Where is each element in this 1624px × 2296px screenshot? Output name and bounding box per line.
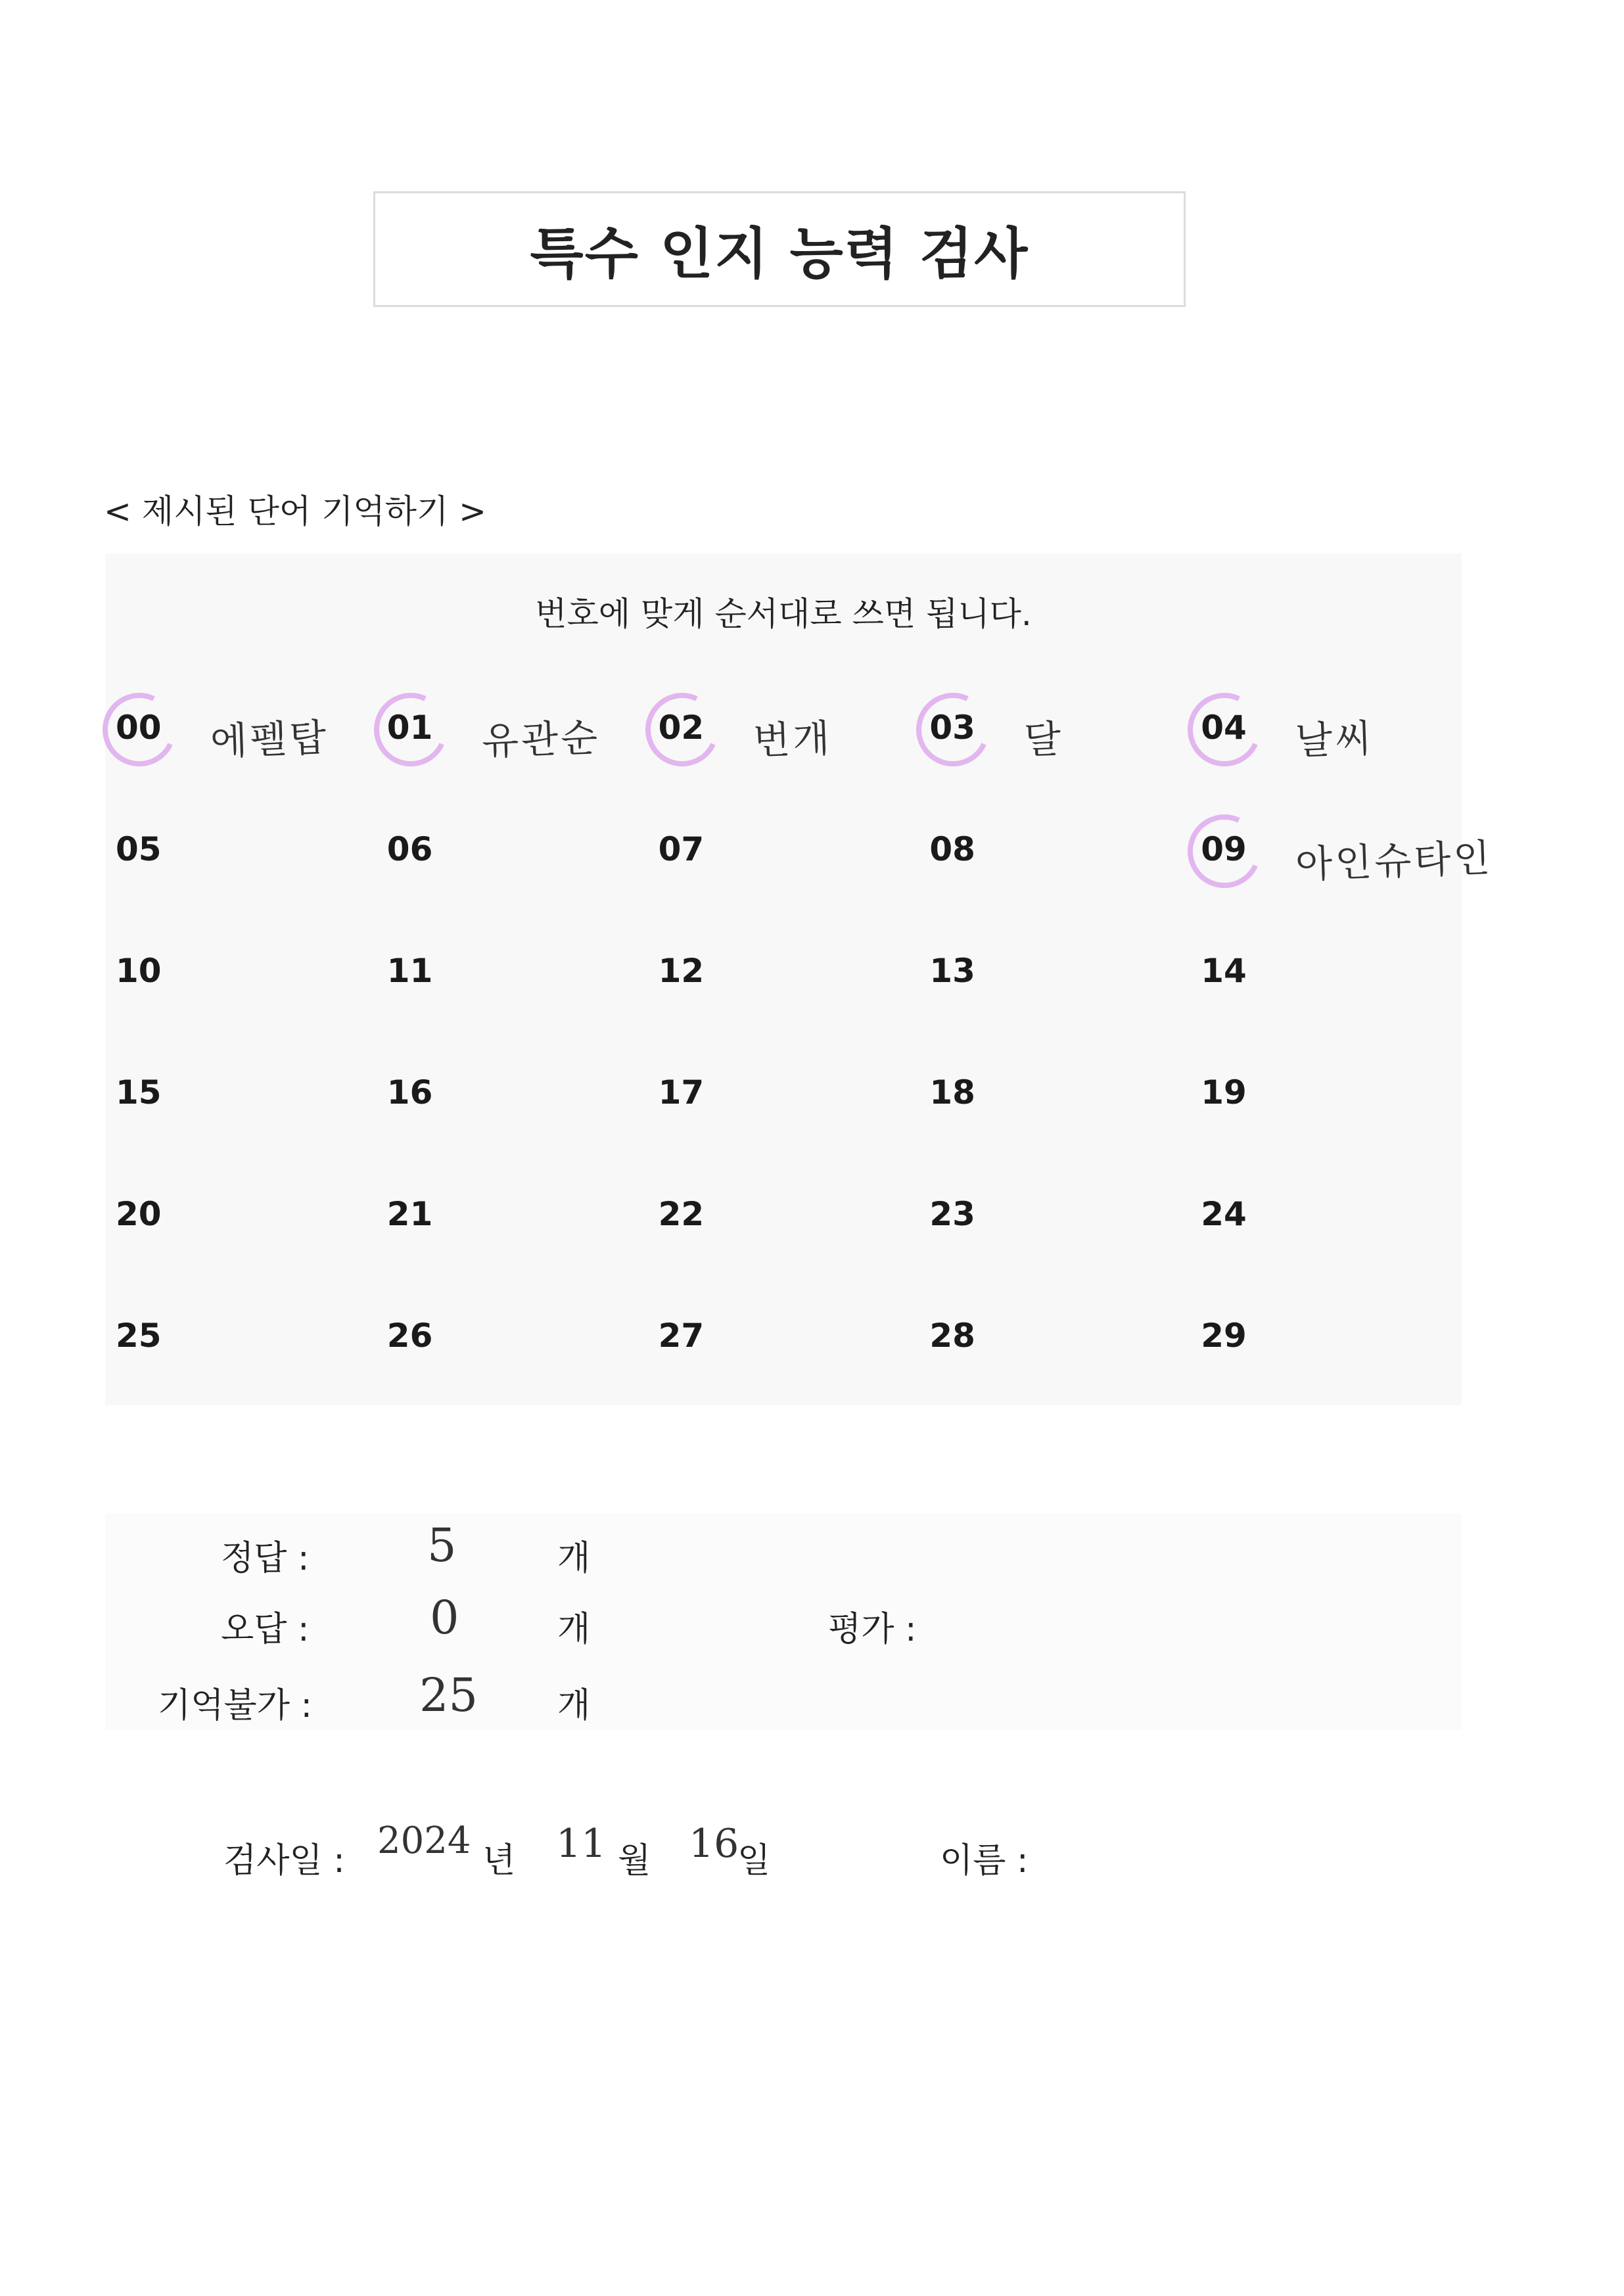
title-box <box>373 191 1186 307</box>
grid-cell <box>1190 797 1494 919</box>
page-title: 특수 인지 능력 검사 <box>530 221 1029 286</box>
grid-cell-number: 11 <box>386 952 433 990</box>
word-grid <box>105 676 1494 1405</box>
grid-cell <box>1190 1284 1462 1405</box>
grid-cell <box>105 676 377 797</box>
grid-cell-number: 16 <box>386 1073 433 1112</box>
grid-cell-number: 25 <box>116 1317 162 1355</box>
grid-cell <box>648 676 919 797</box>
grid-cell <box>919 1162 1190 1284</box>
day-value: 16 <box>689 1821 739 1867</box>
evaluation-label: 평가 : <box>828 1610 917 1649</box>
grid-cell-number: 17 <box>658 1073 705 1112</box>
grid-cell-answer: 에펠탑 <box>210 715 330 764</box>
grid-cell-number: 26 <box>386 1317 433 1355</box>
grid-cell-number: 28 <box>929 1317 975 1355</box>
grid-cell-answer: 날씨 <box>1295 715 1376 764</box>
wrong-count: 0 <box>430 1591 459 1645</box>
date-label: 검사일 : <box>223 1841 345 1881</box>
grid-cell <box>105 797 377 919</box>
grid-cell <box>1190 676 1462 797</box>
forgot-label: 기억불가 : <box>158 1686 312 1725</box>
grid-cell <box>648 919 919 1041</box>
word-grid-panel <box>105 553 1494 1405</box>
grid-cell-number: 21 <box>386 1195 433 1233</box>
year-unit: 년 <box>482 1841 516 1881</box>
grid-cell-number: 12 <box>658 952 705 990</box>
grid-cell <box>648 1162 919 1284</box>
grid-cell <box>648 1041 919 1162</box>
grid-cell-number: 02 <box>658 709 705 747</box>
grid-cell-number: 22 <box>658 1195 705 1233</box>
grid-cell-number: 23 <box>929 1195 975 1233</box>
grid-cell <box>1190 1041 1462 1162</box>
correct-unit: 개 <box>557 1539 591 1578</box>
grid-cell-answer: 유관순 <box>480 715 601 764</box>
grid-cell-number: 04 <box>1201 709 1247 747</box>
grid-cell-number: 09 <box>1201 830 1247 868</box>
wrong-unit: 개 <box>557 1610 591 1649</box>
grid-cell-number: 24 <box>1201 1195 1247 1233</box>
grid-cell <box>648 1284 919 1405</box>
grid-cell <box>105 1162 377 1284</box>
instruction-text: 번호에 맞게 순서대로 쓰면 됩니다. <box>535 595 1032 633</box>
name-label: 이름 : <box>940 1841 1029 1881</box>
grid-cell-answer: 달 <box>1023 716 1065 763</box>
forgot-count: 25 <box>419 1668 478 1722</box>
grid-cell-number: 14 <box>1201 952 1247 990</box>
correct-count: 5 <box>427 1518 457 1572</box>
grid-cell <box>1190 919 1462 1041</box>
grid-cell <box>919 919 1190 1041</box>
grid-cell <box>377 1284 648 1405</box>
grid-cell <box>919 797 1190 919</box>
day-unit: 일 <box>737 1841 771 1881</box>
grid-cell <box>105 1041 377 1162</box>
grid-cell-number: 03 <box>929 709 975 747</box>
grid-cell <box>105 1284 377 1405</box>
grid-cell <box>919 1041 1190 1162</box>
grid-cell-number: 08 <box>929 830 975 868</box>
grid-cell-number: 27 <box>658 1317 705 1355</box>
grid-cell <box>377 797 648 919</box>
grid-cell <box>377 676 648 797</box>
grid-cell-number: 01 <box>386 709 433 747</box>
grid-cell-number: 06 <box>386 830 433 868</box>
grid-cell-number: 07 <box>658 830 705 868</box>
grid-cell-number: 00 <box>116 709 162 747</box>
grid-cell <box>377 1162 648 1284</box>
score-panel <box>105 1513 1462 1730</box>
grid-cell-number: 18 <box>929 1073 975 1112</box>
grid-cell <box>105 919 377 1041</box>
month-value: 11 <box>556 1821 607 1867</box>
wrong-label: 오답 : <box>221 1610 310 1649</box>
grid-cell-number: 15 <box>116 1073 162 1112</box>
forgot-unit: 개 <box>557 1686 591 1725</box>
grid-cell <box>377 1041 648 1162</box>
month-unit: 월 <box>618 1841 651 1881</box>
year-value: 2024 <box>377 1819 471 1862</box>
grid-cell <box>1190 1162 1462 1284</box>
grid-cell-number: 29 <box>1201 1317 1247 1355</box>
section-heading: < 제시된 단어 기억하기 > <box>104 492 487 530</box>
grid-cell-answer: 번개 <box>752 715 833 764</box>
grid-cell-number: 05 <box>116 830 162 868</box>
grid-cell-number: 19 <box>1201 1073 1247 1112</box>
grid-cell <box>377 919 648 1041</box>
grid-cell <box>648 797 919 919</box>
grid-cell-number: 10 <box>116 952 162 990</box>
grid-cell-number: 13 <box>929 952 975 990</box>
grid-cell <box>919 1284 1190 1405</box>
grid-cell-answer: 아인슈타인 <box>1295 835 1494 887</box>
grid-cell <box>919 676 1190 797</box>
grid-cell-number: 20 <box>116 1195 162 1233</box>
correct-label: 정답 : <box>221 1539 310 1578</box>
